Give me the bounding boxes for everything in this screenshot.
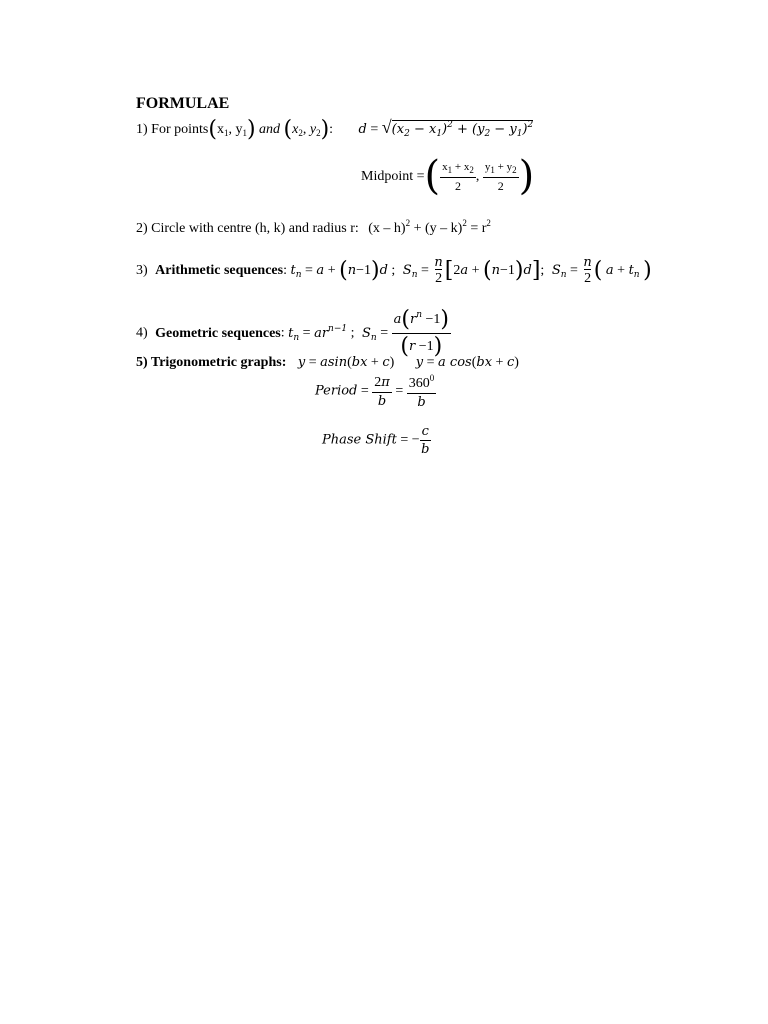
formula-1-label: 1) For points bbox=[136, 122, 209, 137]
formula-4-label: Geometric sequences bbox=[155, 325, 281, 341]
formula-1-and: and bbox=[259, 122, 281, 137]
formula-3-number: 3) bbox=[136, 263, 148, 279]
formula-5-period: Period = $\frac{2\pi}{b}$ = $\frac{360^0}{b}$ bbox=[315, 373, 435, 410]
formula-1-distance: 1) For $points(x_1$, $y_1$) and ($x_2$, $y_2$): $d = √(x_2 - x_1)^2 + (y_2 - y_1)^2$ bbox=[136, 117, 534, 142]
formula-1-midpoint: Midpoint =( $\frac{x_1 + x_2}{2}$ , $\frac{y_1 + y_2}{2}$ ) bbox=[361, 153, 535, 199]
formula-5-trig: 5) Trigonometric graphs: y = asin(bx + c) y = a cos(bx + c) bbox=[136, 355, 519, 370]
formula-3-arithmetic: 3) Arithmetic sequences: $t_n = a + (n-1)d$ ; $S_n$ = $\frac{n}{2}$ [2a + (n−1)d]; $S_n$ = $\frac{n}{2}$ ( $a + t_n$ ) bbox=[136, 255, 652, 286]
formula-5-phase-shift: Phase Shift = − $\frac{c}{b}$ bbox=[322, 424, 430, 457]
formula-2-circle: 2) Circle with centre (h, k) and radius r: $(x - h)^2 + (y - k)^2 = r^2$ bbox=[136, 218, 491, 236]
formula-3-label: Arithmetic sequences bbox=[155, 263, 284, 279]
period-label: Period bbox=[315, 383, 358, 399]
formula-2-label: 2) Circle with centre (h, k) and radius r: bbox=[136, 221, 359, 236]
formula-4-number: 4) bbox=[136, 325, 148, 341]
midpoint-label: Midpoint bbox=[361, 169, 414, 184]
page-title: FORMULAE bbox=[136, 95, 230, 112]
phase-shift-label: Phase Shift bbox=[322, 432, 397, 448]
formula-5-label: 5) Trigonometric graphs: bbox=[136, 355, 287, 370]
formula-4-geometric: 4) Geometric sequences: $t_n = ar^{n-1}$ ; $S_n$ = $\frac{a(r^n -1)}{(r -1)}$ bbox=[136, 307, 449, 359]
